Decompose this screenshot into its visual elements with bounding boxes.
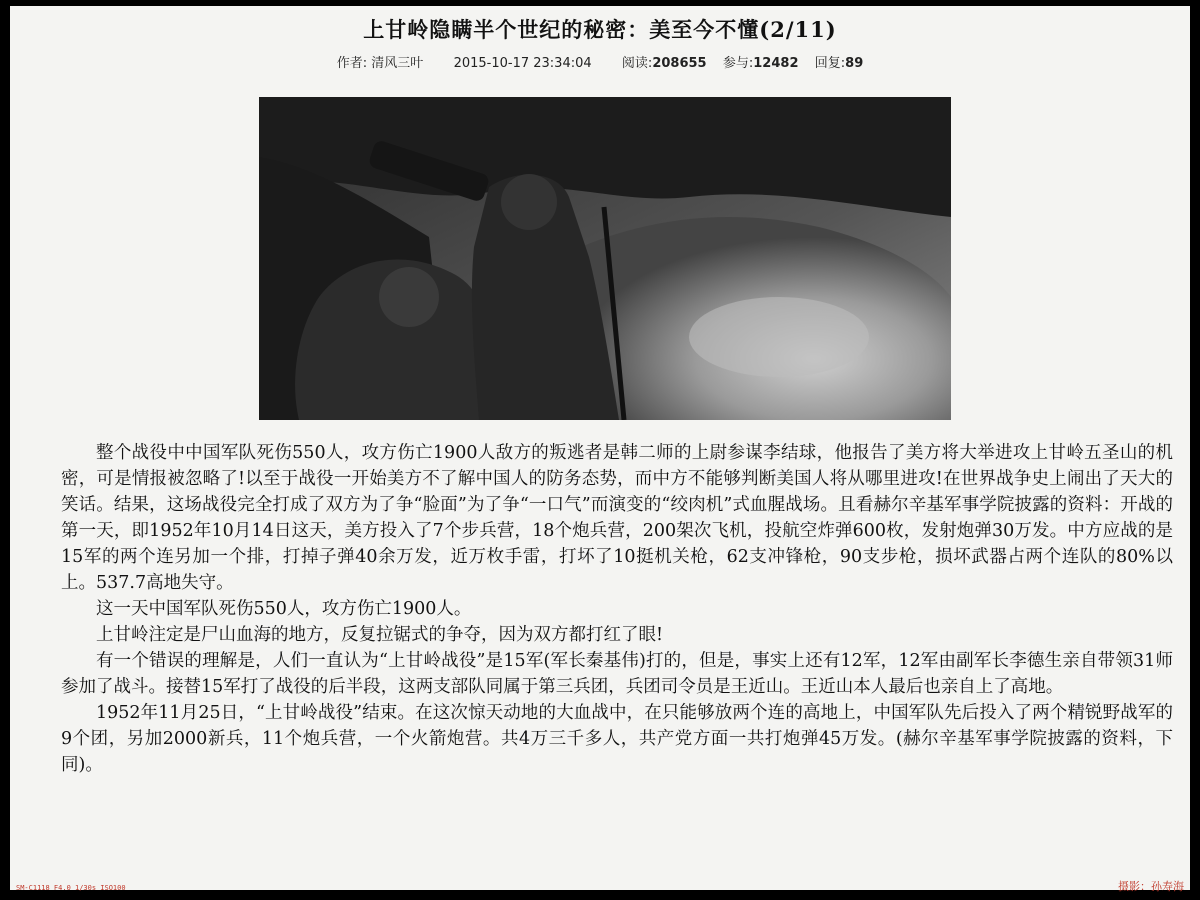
article-photo: [259, 97, 951, 420]
reads-count: 208655: [652, 56, 707, 71]
replies-count: 89: [845, 56, 864, 71]
photo-illustration: [259, 97, 951, 420]
author-label: 作者:: [336, 56, 368, 71]
photo-credit: 摄影：孙寿海: [1118, 880, 1184, 893]
page-title: 上甘岭隐瞒半个世纪的秘密：美至今不懂(2/11): [363, 17, 837, 42]
participants-label: 参与:: [722, 56, 754, 71]
article-paragraph: 上甘岭注定是尸山血海的地方，反复拉锯式的争夺，因为双方都打红了眼!: [96, 625, 664, 645]
replies-label: 回复:: [814, 56, 846, 71]
article-paragraph: 这一天中国军队死伤550人，攻方伤亡1900人。: [96, 599, 472, 619]
author-name[interactable]: 清风三叶: [371, 56, 424, 71]
camera-info: SM-C1118 F4.0 1/30s ISO100: [16, 884, 126, 892]
reads-label: 阅读:: [621, 56, 653, 71]
article-paragraph: 有一个错误的理解是，人们一直认为“上甘岭战役”是15军(军长秦基伟)打的，但是，事实上还有12军，12军由副军长李德生亲自带领31师参加了战斗。接替15军打了战役的后半段，这两支部队同属于第三兵团，兵团司令员是王近山。王近山本人最后也亲自上了高地。: [61, 651, 1173, 697]
participants-count: 12482: [753, 56, 799, 71]
article-meta: [0, 52, 1200, 71]
article-paragraph: 整个战役中中国军队死伤550人，攻方伤亡1900人敌方的叛逃者是韩二师的上尉参谋李结球，他报告了美方将大举进攻上甘岭五圣山的机密，可是情报被忽略了!以至于战役一开始美方不了解中国人的防务态势，而中方不能够判断美国人将从哪里进攻!在世界战争史上闹出了天大的笑话。结果，这场战役完全打成了双方为了争“脸面”为了争“一口气”而演变的“绞肉机”式血腥战场。且看赫尔辛基军事学院披露的资料：开战的第一天，即1952年10月14日这天，美方投入了7个步兵营，18个炮兵营，200架次飞机，投航空炸弹600枚，发射炮弹30万发。中方应战的是15军的两个连另加一个排，打掉子弹40余万发，近万枚手雷，打坏了10挺机关枪，62支冲锋枪，90支步枪，损坏武器占两个连队的80%以上。537.7高地失守。: [61, 443, 1173, 593]
article-paragraph: 1952年11月25日，“上甘岭战役”结束。在这次惊天动地的大血战中，在只能够放两个连的高地上，中国军队先后投入了两个精锐野战军的9个团，另加2000新兵，11个炮兵营，一个火箭炮营。共4万三千多人，共产党方面一共打炮弹45万发。(赫尔辛基军事学院披露的资料，下同)。: [61, 703, 1173, 775]
article-body: [61, 440, 1173, 778]
publish-datetime: 2015-10-17 23:34:04: [453, 56, 592, 71]
